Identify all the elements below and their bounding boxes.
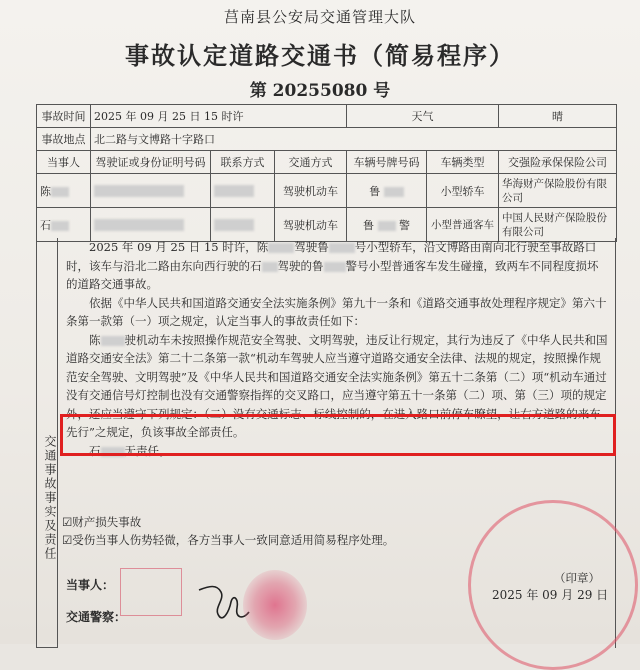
place-label: 事故地点 [37, 128, 91, 151]
officer-stamp [120, 568, 182, 616]
option-property-loss: ☑财产损失事故 [62, 515, 142, 529]
place-row [37, 128, 617, 151]
party-plate: 鲁 警 [347, 208, 427, 242]
facts-paragraph: 依据《中华人民共和国道路交通安全法实施条例》第九十一条和《道路交通事故处理程序规定》第六十条第一款第（一）项之规定，认定当事人的事故责任如下： [66, 295, 607, 328]
column-header: 驾驶证或身份证明号码 [91, 151, 211, 174]
party-row [37, 174, 617, 208]
facts-paragraph: 石 无责任。 [89, 443, 171, 458]
party-insurer: 华海财产保险股份有限公司 [499, 174, 617, 208]
party-id [91, 208, 211, 242]
redaction [214, 219, 254, 231]
party-contact [211, 174, 275, 208]
redaction [384, 187, 404, 197]
signing-date: 2025 年 09 月 29 日 [492, 588, 609, 602]
time-label: 事故时间 [37, 105, 91, 128]
column-header: 联系方式 [211, 151, 275, 174]
weather-value: 晴 [499, 105, 617, 128]
redaction [262, 262, 278, 272]
highlight-box [60, 414, 616, 456]
party-id [91, 174, 211, 208]
redaction [101, 336, 125, 346]
party-signature-label: 当事人： [66, 578, 115, 592]
column-header: 当事人 [37, 151, 91, 174]
time-row [37, 105, 617, 128]
party-name: 石 [37, 208, 91, 242]
column-header: 交通方式 [275, 151, 347, 174]
redaction [378, 221, 396, 231]
party-row [37, 208, 617, 242]
column-header: 车辆号牌号码 [347, 151, 427, 174]
official-seal [468, 500, 638, 670]
party-plate: 鲁 [347, 174, 427, 208]
redaction [329, 243, 355, 253]
document-number: 第 20255080 号 [249, 81, 391, 101]
party-name: 陈 [37, 174, 91, 208]
redaction [324, 262, 346, 272]
accident-info-table [36, 104, 617, 242]
column-header: 车辆类型 [427, 151, 499, 174]
party-vehicle-type: 小型普通客车 [427, 208, 499, 242]
time-value: 2025 年 09 月 25 日 15 时许 [91, 105, 347, 128]
party-contact [211, 208, 275, 242]
option-minor-injury: ☑受伤当事人伤势轻微，各方当事人一致同意适用简易程序处理。 [62, 533, 395, 547]
fingerprint-mark [243, 570, 307, 640]
party-mode: 驾驶机动车 [275, 208, 347, 242]
column-header: 交强险承保保险公司 [499, 151, 617, 174]
party-mode: 驾驶机动车 [275, 174, 347, 208]
police-signature-label: 交通警察： [66, 610, 127, 624]
facts-section-label: 交通事故事实及责任 [36, 238, 58, 648]
party-header-row [37, 151, 617, 174]
place-value: 北二路与文博路十字路口 [91, 128, 617, 151]
facts-paragraph: 2025 年 09 月 25 日 15 时许，陈 驾驶鲁 号小型轿车，沿文博路由南向北行驶至事故路口时，该车与沿北二路由东向西行驶的石 驾驶的鲁 警号小型普通客车发生碰撞，致两车不同程度损坏的道路交通事故。 [66, 240, 599, 291]
party-insurer: 中国人民财产保险股份有限公司 [499, 208, 617, 242]
redaction [51, 187, 69, 197]
weather-label: 天气 [347, 105, 499, 128]
redaction [51, 221, 69, 231]
party-vehicle-type: 小型轿车 [427, 174, 499, 208]
redaction [268, 243, 294, 253]
document-title: 事故认定道路交通书（简易程序） [125, 41, 515, 70]
agency-name: 莒南县公安局交通管理大队 [223, 8, 416, 26]
redaction [214, 185, 254, 197]
redaction [94, 185, 184, 197]
facts-paragraph: 陈 驶机动车未按照操作规范安全驾驶、文明驾驶，违反让行规定，其行为违反了《中华人民共和国道路交通安全法》第二十二条第一款“机动车驾驶人应当遵守道路交通安全法律、法规的规定，按照操作规范安全驾驶、文明驾驶”及《中华人民共和国道路交通安全法实施条例》第五十二条第（二）项“机动车通过没有交通信号灯控制也没有交通警察指挥的交叉路口，应当遵守第五十一条第（二）项、第（三）项的规定外，还应当遵守下列规定：（二）没有交通标志、标线控制的，在进入路口前停车瞭望，让右方道路的来车先行”之规定，负该事故全部责任。 [66, 332, 608, 439]
seal-label: （印章） [554, 571, 600, 585]
redaction [94, 219, 184, 231]
